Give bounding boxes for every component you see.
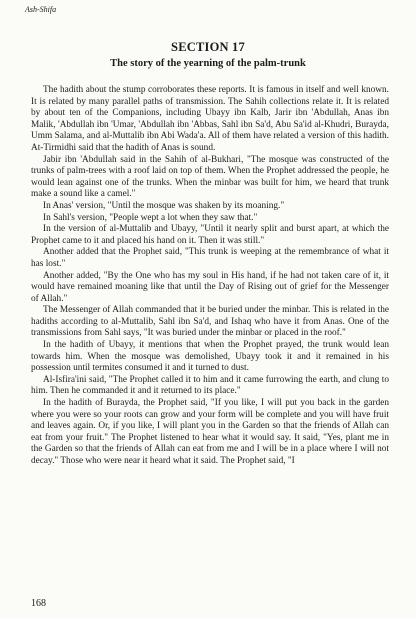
paragraph: The Messenger of Allah commanded that it be buried under the minbar. This is related in the hadiths according to al-Muttalib, Sahl ibn Sa'd, and Ishaq who have it from Anas. One of the transmissions from Sahl says, "It was buried under the minbar or placed in the roof." xyxy=(31,305,389,339)
running-head: Ash-Shifa xyxy=(25,5,57,14)
section-subtitle: The story of the yearning of the palm-trunk xyxy=(110,58,306,69)
paragraph: In the hadith of Ubayy, it mentions that when the Prophet prayed, the trunk would lean towards him. When the mosque was demolished, Ubayy took it and it remained in his possession until termites consumed it and it turned to dust. xyxy=(31,340,389,374)
paragraph: The hadith about the stump corroborates these reports. It is famous in itself and well known. It is related by many parallel paths of transmission. The Sahih collections relate it. It is related by about ten of the Companions, including Ubayy ibn Kalb, Jarir ibn 'Abdullah, Anas ibn Malik, 'Abdullah ibn 'Umar, 'Abdullah ibn 'Abbas, Sahl ibn Sa'd, Abu Sa'id al-Khudri, Burayda, Umm Salama, and al-Muttalib ibn Abi Wada'a. All of them have related a version of this hadith. At-Tirmidhi said that the hadith of Anas is sound. xyxy=(31,85,389,153)
paragraph: Another added that the Prophet said, "This trunk is weeping at the remembrance of what it has lost." xyxy=(31,247,389,269)
paragraph: In Sahl's version, "People wept a lot when they saw that." xyxy=(43,212,258,223)
paragraph: Jabir ibn 'Abdullah said in the Sahih of al-Bukhari, "The mosque was constructed of the trunks of palm-trees with a roof laid on top of them. When the Prophet addressed the people, he would lean against one of the trunks. When the minbar was built for him, we heard that trunk make a sound like a camel." xyxy=(31,154,389,200)
page-number: 168 xyxy=(31,598,46,609)
paragraph: In Anas' version, "Until the mosque was shaken by its moaning." xyxy=(43,200,285,211)
paragraph: In the hadith of Burayda, the Prophet said, "If you like, I will put you back in the garden where you were so your roots can grow and your form will be complete and you will have fruit and leaves again. Or, if you like, I will plant you in the Garden so that the friends of Allah can eat from your fruit." The Prophet listened to hear what it would say. It said, "Yes, plant me in the Garden so that the friends of Allah can eat from me and I will be in a place where I will not decay." Those who were near it heard what it said. The Prophet said, "I xyxy=(31,398,389,466)
section-title: SECTION 17 xyxy=(171,40,245,54)
body-text xyxy=(31,85,389,595)
paragraph: Another added, "By the One who has my soul in His hand, if he had not taken care of it, it would have remained moaning like that until the Day of Rising out of grief for the Messenger of Allah." xyxy=(31,270,389,304)
paragraph: Al-Isfira'ini said, "The Prophet called it to him and it came furrowing the earth, and clung to him. Then he commanded it and it returned to its place." xyxy=(31,374,389,397)
paragraph: In the version of al-Muttalib and Ubayy, "Until it nearly split and burst apart, at which the Prophet came to it and placed his hand on it. Then it was still." xyxy=(31,224,389,246)
